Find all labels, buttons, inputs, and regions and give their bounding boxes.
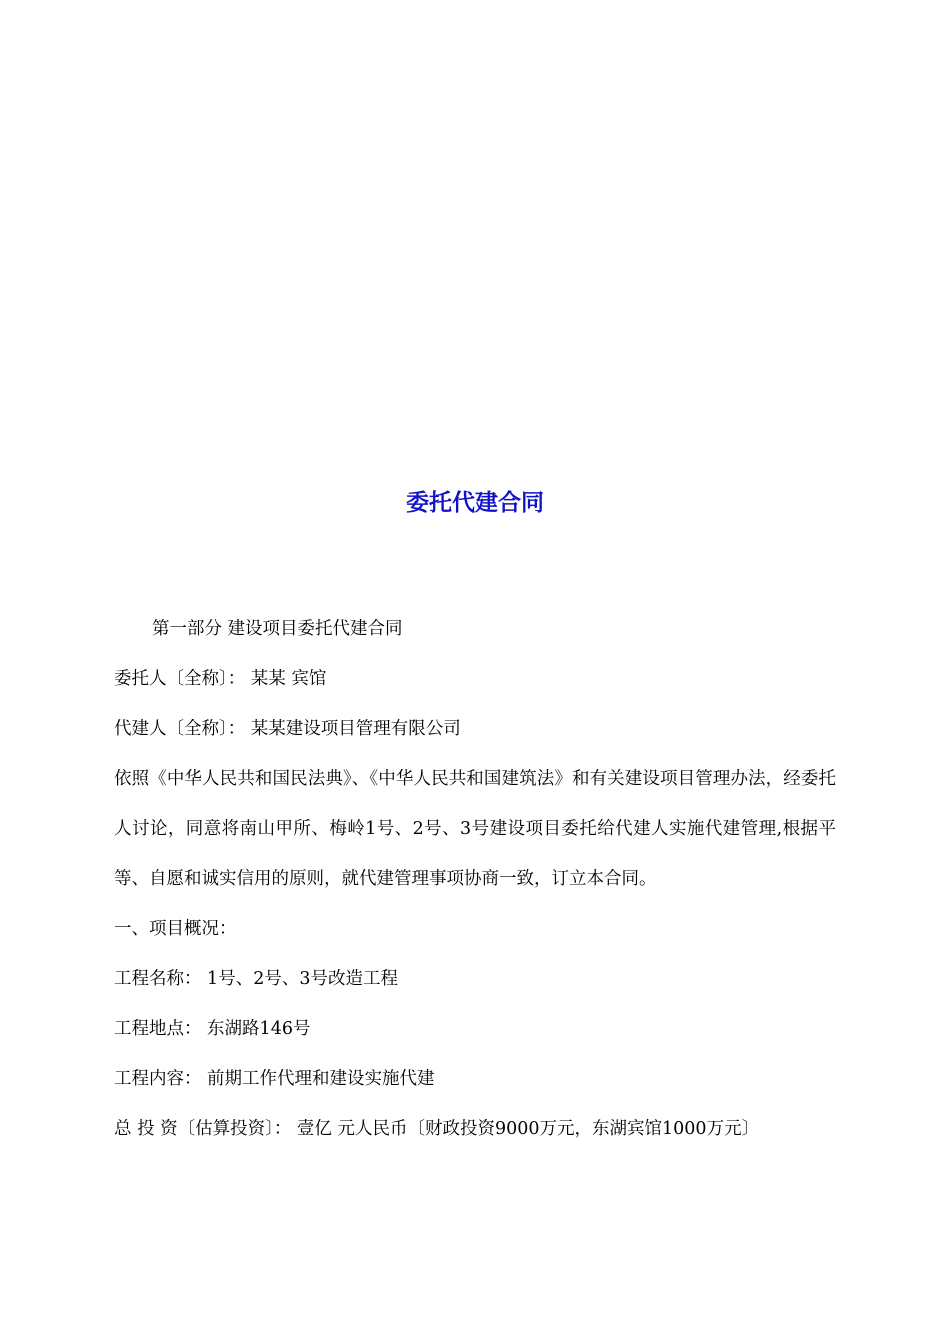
principal-line: 委托人〔全称〕： 某某 宾馆 xyxy=(114,669,327,689)
section-one-heading: 一、项目概况： xyxy=(114,919,237,939)
project-content-line: 工程内容： 前期工作代理和建设实施代建 xyxy=(114,1069,435,1089)
document-title: 委托代建合同 xyxy=(406,490,544,516)
document-body xyxy=(114,604,836,1154)
total-investment-line: 总 投 资〔估算投资〕： 壹亿 元人民币〔财政投资9000万元，东湖宾馆1000万元〕 xyxy=(114,1119,760,1139)
preamble-paragraph: 依照《中华人民共和国民法典》、《中华人民共和国建筑法》和有关建设项目管理办法，经委托人讨论，同意将南山甲所、梅岭1号、2号、3号建设项目委托给代建人实施代建管理,根据平等、自愿和诚实信用的原则，就代建管理事项协商一致，订立本合同。 xyxy=(114,769,836,889)
agent-line: 代建人〔全称〕： 某某建设项目管理有限公司 xyxy=(114,719,461,739)
project-location-line: 工程地点： 东湖路146号 xyxy=(114,1019,311,1039)
project-name-line: 工程名称： 1号、2号、3号改造工程 xyxy=(114,969,398,989)
part-heading: 第一部分 建设项目委托代建合同 xyxy=(152,619,403,639)
